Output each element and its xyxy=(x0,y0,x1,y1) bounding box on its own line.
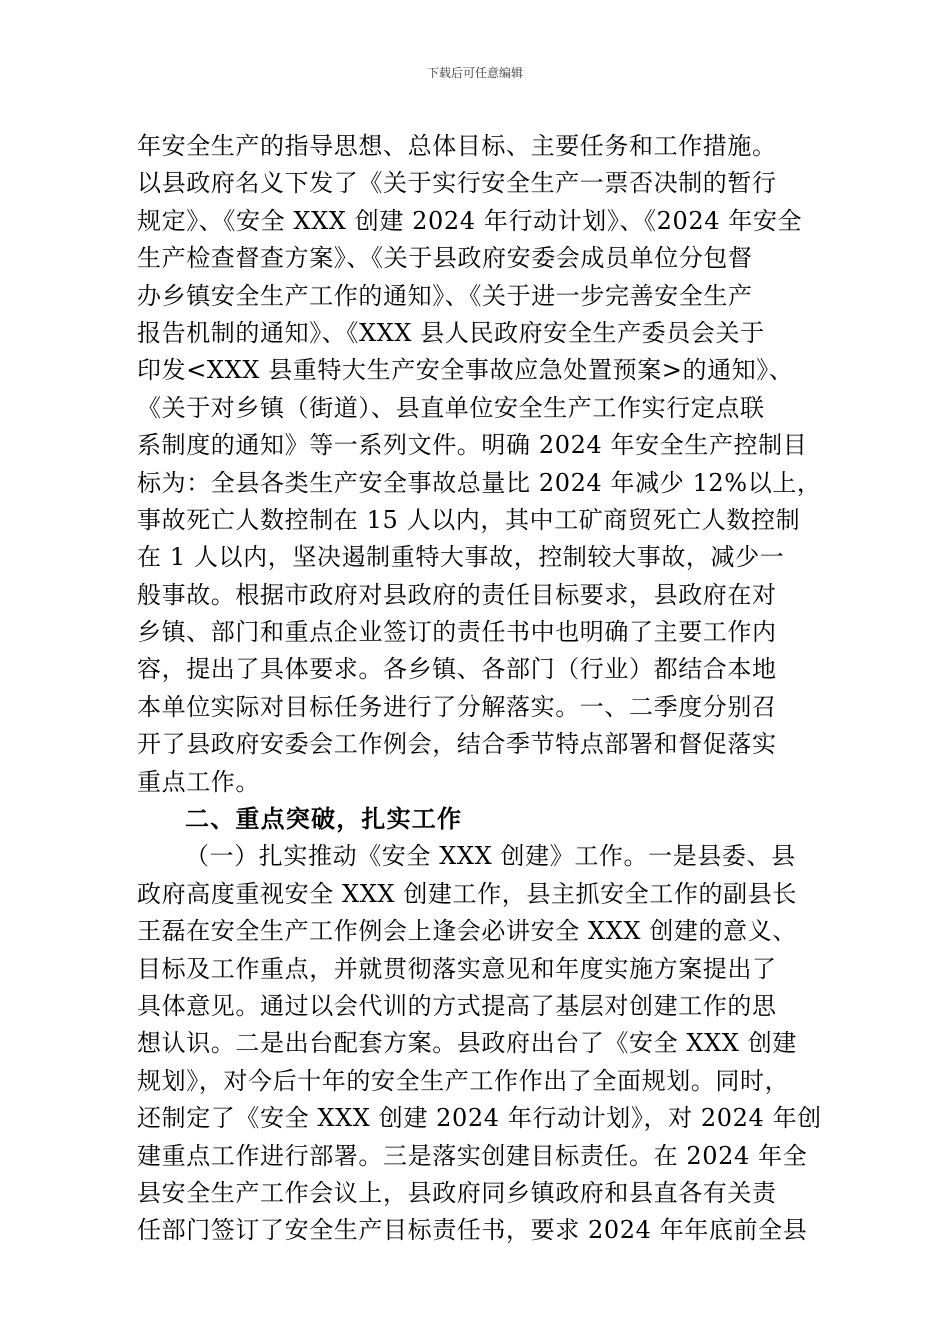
page-header: 下载后可任意编辑 xyxy=(426,66,523,80)
paragraph-line: 办乡镇安全生产工作的通知》、《关于进一步完善安全生产 xyxy=(137,281,753,310)
paragraph-line: 目标及工作重点，并就贯彻落实意见和年度实施方案提出了 xyxy=(137,954,777,983)
paragraph-line: 县安全生产工作会议上，县政府同乡镇政府和县直各有关责 xyxy=(137,1178,777,1207)
document-body xyxy=(137,128,827,1250)
section-heading: 二、重点突破，扎实工作 xyxy=(185,805,463,834)
paragraph-line: 还制定了《安全 XXX 创建 2024 年行动计划》，对 2024 年创 xyxy=(137,1104,822,1133)
paragraph-line: 开了县政府安委会工作例会，结合季节特点部署和督促落实 xyxy=(137,730,777,759)
paragraph-line: 印发<XXX 县重特大生产安全事故应急处置预案>的通知》、 xyxy=(137,356,794,385)
paragraph-line: 容，提出了具体要求。各乡镇、各部门（行业）都结合本地 xyxy=(137,655,777,684)
paragraph-line: 政府高度重视安全 XXX 创建工作，县主抓安全工作的副县长 xyxy=(137,879,797,908)
paragraph-line: 标为：全县各类生产安全事故总量比 2024 年减少 12%以上， xyxy=(137,468,822,497)
paragraph-line: 想认识。二是出台配套方案。县政府出台了《安全 XXX 创建 xyxy=(137,1029,797,1058)
paragraph-line: 般事故。根据市政府对县政府的责任目标要求，县政府在对 xyxy=(137,580,777,609)
paragraph-line: 王磊在安全生产工作例会上逢会必讲安全 XXX 创建的意义、 xyxy=(137,917,797,946)
paragraph-line: 规定》、《安全 XXX 创建 2024 年行动计划》、《2024 年安全 xyxy=(137,206,803,235)
paragraph-line: 在 1 人以内，坚决遏制重特大事故，控制较大事故，减少一 xyxy=(137,543,785,572)
paragraph-line: 建重点工作进行部署。三是落实创建目标责任。在 2024 年全 xyxy=(137,1141,808,1170)
paragraph-line: 以县政府名义下发了《关于实行安全生产一票否决制的暂行 xyxy=(137,169,777,198)
paragraph-line: 本单位实际对目标任务进行了分解落实。一、二季度分别召 xyxy=(137,692,777,721)
paragraph-line: 乡镇、部门和重点企业签订的责任书中也明确了主要工作内 xyxy=(137,618,777,647)
paragraph-line: 《关于对乡镇（街道）、县直单位安全生产工作实行定点联 xyxy=(137,393,765,422)
paragraph-line: 具体意见。通过以会代训的方式提高了基层对创建工作的思 xyxy=(137,991,777,1020)
paragraph-line: （一）扎实推动《安全 XXX 创建》工作。一是县委、县 xyxy=(185,842,796,871)
paragraph-line: 年安全生产的指导思想、总体目标、主要任务和工作措施。 xyxy=(137,132,777,160)
paragraph-line: 事故死亡人数控制在 15 人以内，其中工矿商贸死亡人数控制 xyxy=(137,505,801,534)
paragraph-line: 重点工作。 xyxy=(137,767,260,796)
paragraph-line: 规划》，对今后十年的安全生产工作作出了全面规划。同时， xyxy=(137,1066,790,1095)
paragraph-line: 任部门签订了安全生产目标责任书，要求 2024 年年底前全县 xyxy=(137,1216,808,1245)
paragraph-line: 报告机制的通知》、《XXX 县人民政府安全生产委员会关于 xyxy=(137,318,765,347)
paragraph-line: 系制度的通知》等一系列文件。明确 2024 年安全生产控制目 xyxy=(137,431,808,460)
paragraph-line: 生产检查督查方案》、《关于县政府安委会成员单位分包督 xyxy=(137,244,753,273)
